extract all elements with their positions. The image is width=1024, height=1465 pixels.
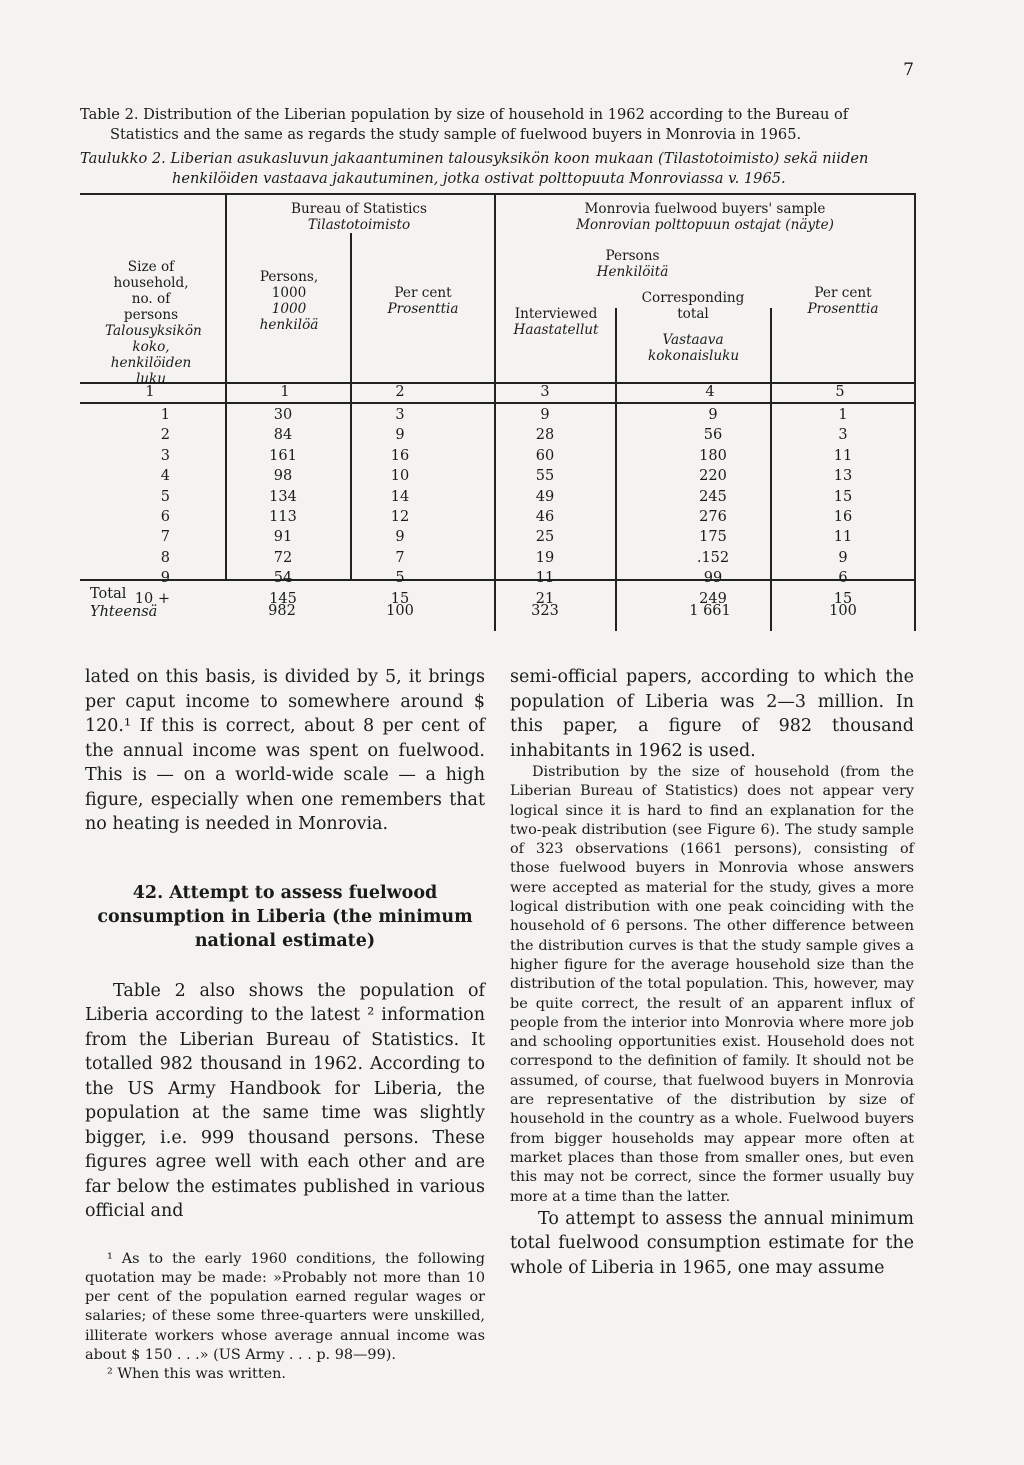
monrovia-percent-en: Per cent: [814, 285, 872, 301]
interviewed-cell: 19: [535, 549, 555, 566]
section-heading: 42. Attempt to assess fuelwood consumption in Liberia (the minimum national estimate): [97, 882, 473, 951]
size-header-en: Size of household, no. of persons: [113, 259, 189, 323]
caption-english: Table 2. Distribution of the Liberian population by size of household in 1962 according to the Bureau of Statistics and the same as regards the study sample of fuelwood buyers in Monrovia in 1965.: [80, 106, 849, 143]
right-paragraph-1: semi-official papers, according to which the population of Liberia was 2—3 million. In this paper, a figure of 982 thousand inhabitants in 1962 is used.: [510, 667, 914, 761]
interviewed-cell: 49: [535, 488, 555, 505]
corresponding-total-cell: 175: [699, 529, 727, 546]
bureau-percent-en: Per cent: [394, 285, 452, 301]
bureau-percent-header: [355, 285, 491, 317]
size-cell: 2: [160, 427, 170, 444]
table-top-rule: [80, 193, 916, 195]
sample-percent-cell: 11: [833, 529, 853, 546]
persons-1000-fi: 1000 henkilöä: [259, 301, 319, 333]
percent-cell: 15: [390, 590, 410, 607]
size-cell: 3: [160, 447, 170, 464]
interviewed-en: Interviewed: [514, 306, 598, 322]
sample-percent-cell: 3: [838, 427, 848, 444]
total-corresponding: 1 661: [689, 603, 731, 619]
total-label: [90, 585, 220, 621]
percent-cell: 14: [390, 488, 410, 505]
bureau-group-title: Bureau of Statistics: [290, 201, 428, 217]
table-total-rule: [80, 579, 916, 581]
right-column: [510, 665, 914, 1280]
table-divider: [615, 308, 617, 631]
column-number: 1: [280, 384, 290, 400]
percent-cell: 7: [395, 549, 405, 566]
percent-cell: 16: [390, 447, 410, 464]
corresponding-total-cell: 9: [708, 407, 718, 423]
right-paragraph-2: Distribution by the size of household (from the Liberian Bureau of Statistics) does not appear very logical since it is hard to find an explanation for the two-peak distribution (see Figure 6). The study sample of 323 observations (1661 persons), consisting of those fuelwood buyers in Monrovia whose answers were accepted as material for the study, gives a more logical distribution with one peak coinciding with the household of 6 persons. The other difference between the distribution curves is that the study sample gives a higher figure for the average household size than the distribution of the total population. This, however, may be quite correct, the result of an apparent influx of people from the interior into Monrovia where more job and schooling opportunities exist. Household does not correspond to the definition of family. It should not be assumed, of course, that fuelwood buyers in Monrovia are representative of the distribution by size of household in the country as a whole. Fuelwood buyers from bigger households may appear more often at market places than those from smaller ones, but even this may not be correct, since the former usually buy more at a time than the latter.: [510, 764, 914, 1205]
left-paragraph-1: lated on this basis, is divided by 5, it brings per caput income to somewhere around $ 120.¹ If this is correct, about 8 per cent of the annual income was spent on fuelwood. This is — on a world-wide scale — a high figure, especially when one remembers that no heating is needed in Monrovia.: [85, 667, 485, 834]
monrovia-group-title-fi: Monrovian polttopuun ostajat (näyte): [576, 217, 834, 233]
total-percent: 100: [386, 603, 414, 619]
column-number: 2: [395, 384, 405, 400]
persons-span-en: Persons: [605, 248, 660, 264]
column-number: 3: [540, 384, 550, 400]
bureau-group-title-fi: Tilastotoimisto: [307, 217, 411, 233]
interviewed-cell: 46: [535, 509, 555, 525]
interviewed-cell: 25: [535, 529, 555, 546]
right-paragraph-3: To attempt to assess the annual minimum total fuelwood consumption estimate for the whole of Liberia in 1965, one may assume: [510, 1208, 914, 1278]
interviewed-cell: 55: [535, 468, 555, 485]
total-label-en: Total: [90, 586, 127, 602]
footnote-2: ² When this was written.: [107, 1366, 286, 1383]
corresponding-total-cell: 245: [699, 488, 727, 505]
percent-cell: 5: [395, 570, 405, 587]
persons-cell: 72: [273, 549, 293, 566]
percent-cell: 3: [395, 407, 405, 423]
percent-cell: 9: [395, 427, 405, 444]
corresponding-total-cell: 276: [699, 509, 727, 525]
persons-cell: 84: [273, 427, 293, 444]
persons-1000-en: Persons, 1000: [259, 269, 319, 301]
persons-cell: 30: [273, 407, 293, 423]
size-cell: 7: [160, 529, 170, 546]
sample-percent-cell: 16: [833, 509, 853, 525]
footnote-1: ¹ As to the early 1960 conditions, the following quotation may be made: »Probably not more than 10 per cent of the population earned regular wages or salaries; of these some three-quarters were unskilled, illiterate workers whose average annual income was about $ 150 . . .» (US Army . . . p. 98—99).: [85, 1250, 485, 1363]
monrovia-group-title: Monrovia fuelwood buyers' sample: [584, 201, 826, 217]
percent-cell: 12: [390, 509, 410, 525]
interviewed-cell: 60: [535, 447, 555, 464]
monrovia-percent-header: [775, 285, 911, 317]
size-column-header: [80, 259, 222, 387]
interviewed-header: [500, 306, 612, 338]
column-number: 5: [835, 384, 845, 400]
monrovia-group-header: [500, 201, 910, 233]
interviewed-cell: 11: [535, 570, 555, 587]
persons-1000-header: [230, 269, 348, 333]
corresponding-total-cell: 56: [703, 427, 723, 444]
persons-cell: 145: [269, 590, 297, 607]
household-distribution-table: [80, 193, 916, 631]
persons-cell: 161: [269, 447, 297, 464]
size-cell: 4: [160, 468, 170, 485]
sample-percent-cell: 6: [838, 570, 848, 587]
table-caption: [80, 105, 920, 189]
size-cell: 6: [160, 509, 170, 525]
corresponding-total-cell: 220: [699, 468, 727, 485]
persons-cell: 134: [269, 488, 297, 505]
corresponding-total-cell: 99: [703, 570, 723, 587]
size-cell: 9: [160, 570, 170, 587]
corresponding-total-en: Corresponding total: [641, 290, 745, 322]
size-header-fi: Talousyksikön koko, henkilöiden luku: [105, 323, 202, 387]
persons-cell: 113: [269, 509, 297, 525]
interviewed-fi: Haastatellut: [513, 322, 599, 338]
persons-cell: 54: [273, 570, 293, 587]
persons-span-header: [500, 248, 765, 280]
left-column: [85, 665, 485, 1385]
sample-percent-cell: 1: [838, 407, 848, 423]
table-number-rule: [80, 402, 916, 404]
left-paragraph-2: Table 2 also shows the population of Liberia according to the latest ² information from the Liberian Bureau of Statistics. It totalled 982 thousand in 1962. According to the US Army Handbook for Liberia, the population at the same time was slightly bigger, i.e. 999 thousand persons. These figures agree well with each other and are far below the estimates published in various official and: [85, 980, 485, 1221]
page-number: 7: [903, 60, 914, 80]
persons-span-fi: Henkilöitä: [596, 264, 669, 280]
persons-cell: 91: [273, 529, 293, 546]
persons-cell: 98: [273, 468, 293, 485]
total-interviewed: 323: [531, 603, 559, 619]
sample-percent-cell: 9: [838, 549, 848, 566]
sample-percent-cell: 13: [833, 468, 853, 485]
sample-percent-cell: 15: [833, 590, 853, 607]
corresponding-total-cell: 180: [699, 447, 727, 464]
percent-cell: 10: [390, 468, 410, 485]
table-divider: [494, 193, 496, 631]
corresponding-total-cell: 249: [699, 590, 727, 607]
corresponding-total-fi: Vastaava kokonaisluku: [648, 332, 740, 364]
interviewed-cell: 28: [535, 427, 555, 444]
table-divider: [225, 193, 227, 579]
percent-cell: 9: [395, 529, 405, 546]
sample-percent-cell: 11: [833, 447, 853, 464]
corresponding-total-header: [620, 290, 766, 364]
monrovia-percent-fi: Prosenttia: [807, 301, 879, 317]
size-cell: 8: [160, 549, 170, 566]
bureau-percent-fi: Prosenttia: [387, 301, 459, 317]
sample-percent-cell: 15: [833, 488, 853, 505]
column-number: 4: [705, 384, 715, 400]
column-number: 1: [145, 384, 155, 400]
total-percent-sample: 100: [829, 603, 857, 619]
caption-finnish: Taulukko 2. Liberian asukasluvun jakaantuminen talousyksikön koon mukaan (Tilastotoimisto) sekä niiden henkilöiden vastaava jakautuminen, jotka ostivat polttopuuta Monroviassa v. 1965.: [80, 150, 869, 187]
interviewed-cell: 21: [535, 590, 555, 607]
table-divider: [770, 308, 772, 631]
table-divider: [350, 233, 352, 579]
size-cell: 1: [160, 407, 170, 423]
total-label-fi: Yhteensä: [90, 604, 158, 620]
size-cell: 5: [160, 488, 170, 505]
corresponding-total-cell: .152: [696, 549, 730, 566]
bureau-group-header: [230, 201, 488, 233]
interviewed-cell: 9: [540, 407, 550, 423]
footnotes: [85, 1250, 485, 1385]
table-divider: [914, 193, 916, 631]
total-persons: 982: [268, 603, 296, 619]
size-cell: 10 +: [134, 590, 170, 607]
